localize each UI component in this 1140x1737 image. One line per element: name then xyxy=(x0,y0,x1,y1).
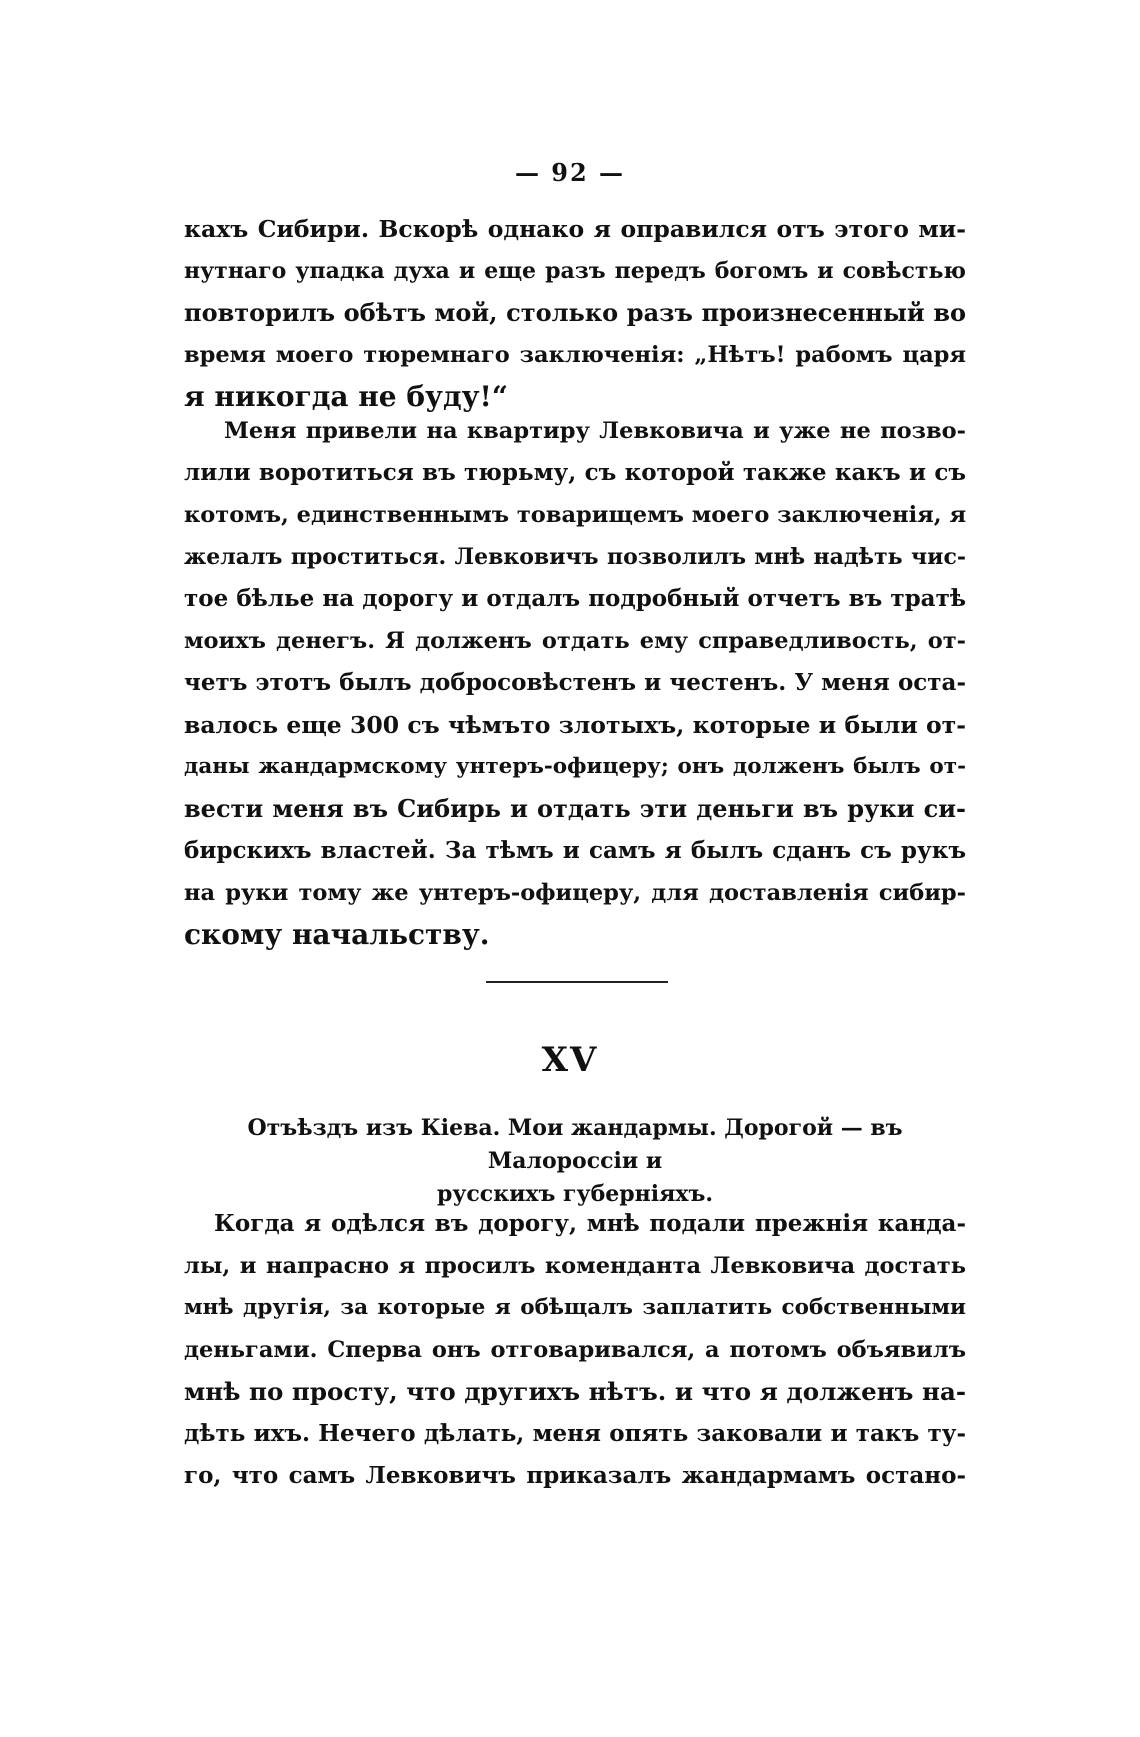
text-line: желалъ проститься. Левковичъ позволилъ мнѣ надѣть чис- xyxy=(184,544,966,570)
text-line: валось еще 300 съ чѣмъто злотыхъ, которые и были от- xyxy=(184,711,966,739)
text-line: четъ этотъ былъ добросовѣстенъ и честенъ. У меня оста- xyxy=(184,669,966,696)
paragraph-2 xyxy=(184,410,966,956)
text-line: го, что самъ Левковичъ приказалъ жандармамъ остано- xyxy=(184,1462,966,1489)
text-line: дѣть ихъ. Нечего дѣлать, меня опять заковали и такъ ту- xyxy=(184,1420,966,1447)
page-number: — 92 — xyxy=(514,158,626,187)
text-line: Меня привели на квартиру Левковича и уже не позво- xyxy=(224,418,966,444)
text-line: Когда я одѣлся въ дорогу, мнѣ подали прежнія канда- xyxy=(214,1210,966,1237)
section-summary-line: Отъѣздъ изъ Кіева. Мои жандармы. Дорогой — въ Малороссіи и xyxy=(247,1115,903,1174)
text-line: лили воротиться въ тюрьму, съ которой также какъ и съ xyxy=(184,459,966,486)
text-line: я никогда не буду!“ xyxy=(184,380,508,413)
text-line: моихъ денегъ. Я долженъ отдать ему справедливость, от- xyxy=(184,628,966,654)
section-divider xyxy=(486,981,668,983)
text-line: мнѣ другія, за которые я обѣщалъ заплатить собственными xyxy=(184,1295,966,1320)
text-line: лы, и напрасно я просилъ коменданта Левковича достать xyxy=(184,1253,966,1279)
text-line: мнѣ по просту, что другихъ нѣтъ. и что я долженъ на- xyxy=(184,1377,966,1406)
paragraph-1 xyxy=(184,208,966,418)
text-line: на руки тому же унтеръ-офицеру, для доставленія сибир- xyxy=(184,880,966,906)
paragraph-3 xyxy=(184,1203,966,1497)
text-line: время моего тюремнаго заключенія: „Нѣтъ! рабомъ царя xyxy=(184,342,966,368)
section-summary xyxy=(200,1112,950,1211)
section-summary-line: русскихъ губерніяхъ. xyxy=(436,1181,714,1207)
text-line: скому начальству. xyxy=(184,918,490,951)
text-line: котомъ, единственнымъ товарищемъ моего заключенія, я xyxy=(184,502,967,528)
text-line: тое бѣлье на дорогу и отдалъ подробный отчетъ въ тратѣ xyxy=(184,585,966,612)
section-number: XV xyxy=(541,1040,599,1080)
text-line: повторилъ обѣтъ мой, столько разъ произнесенный во xyxy=(184,298,966,327)
text-line: вести меня въ Сибирь и отдать эти деньги въ руки си- xyxy=(184,794,966,823)
text-line: кахъ Сибири. Вскорѣ однако я оправился отъ этого ми- xyxy=(184,215,966,243)
text-line: нутнаго упадка духа и еще разъ передъ богомъ и совѣстью xyxy=(184,258,966,284)
text-line: даны жандармскому унтеръ-офицеру; онъ долженъ былъ от- xyxy=(184,754,966,779)
text-line: деньгами. Сперва онъ отговаривался, а потомъ объявилъ xyxy=(184,1337,966,1363)
text-line: бирскихъ властей. За тѣмъ и самъ я былъ сданъ съ рукъ xyxy=(184,837,966,864)
